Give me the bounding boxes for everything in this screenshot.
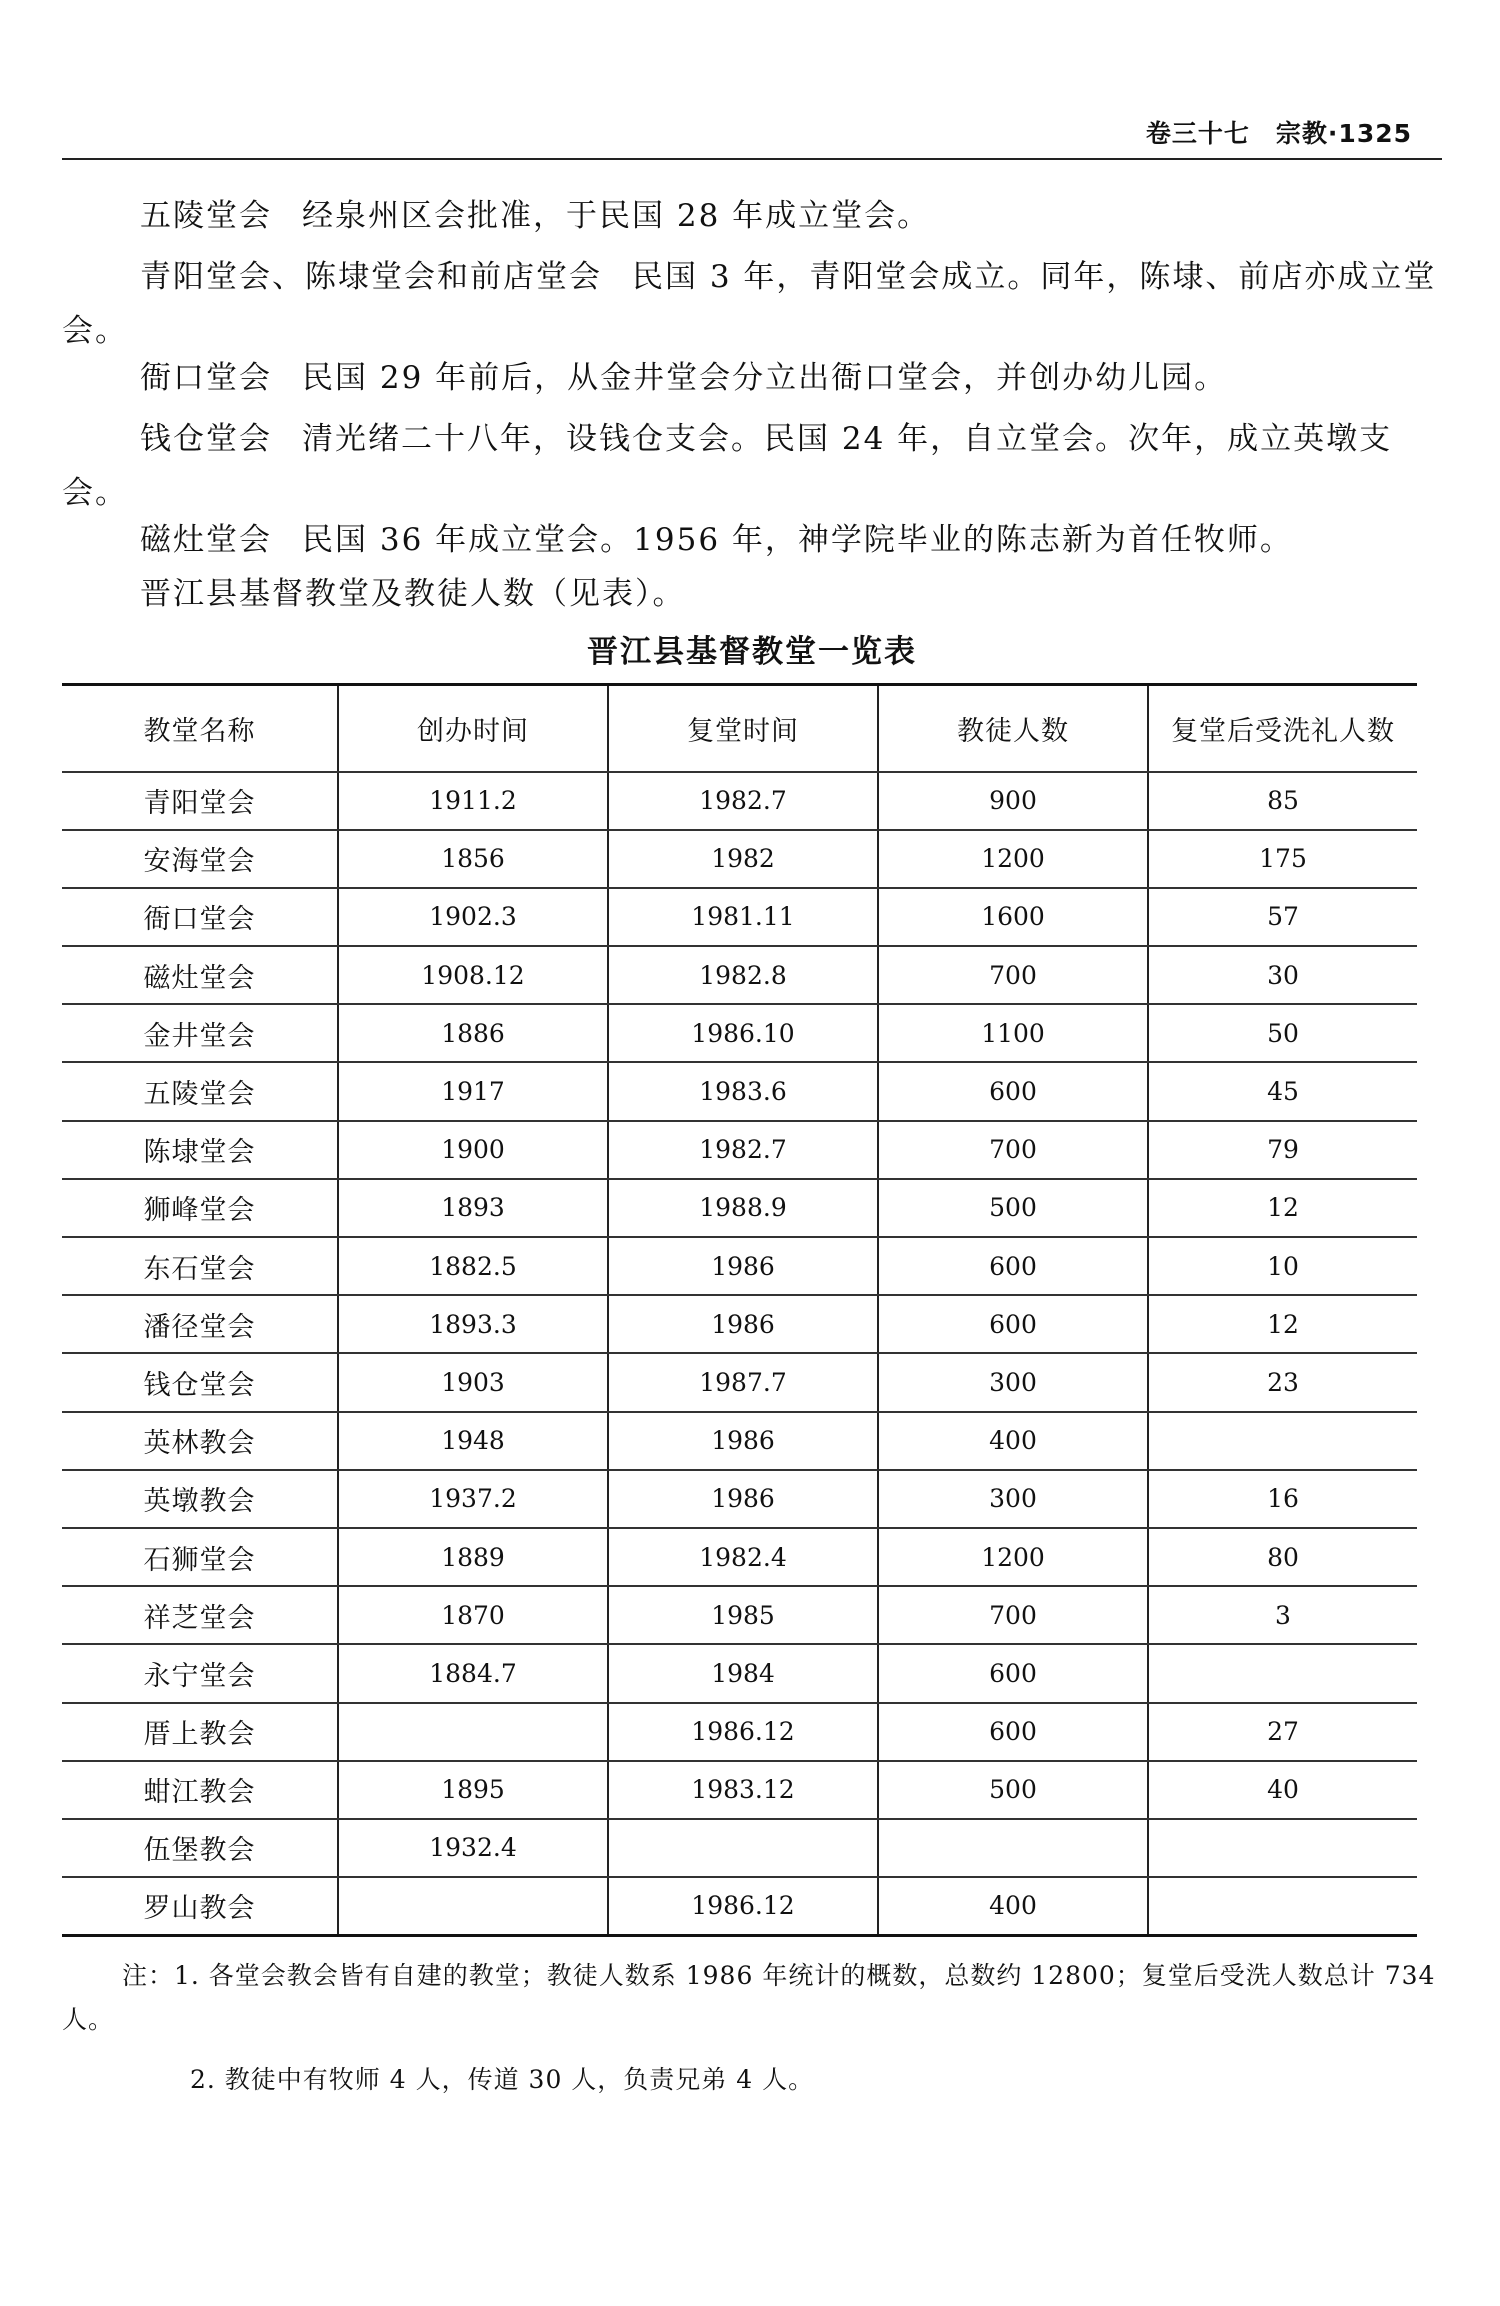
baptized-cell: 30	[1148, 946, 1417, 1004]
paragraph-qiancang	[62, 412, 1442, 520]
church-name-cell: 金井堂会	[62, 1004, 338, 1062]
paragraph-term: 钱仓堂会	[140, 421, 272, 457]
church-name-cell: 青阳堂会	[62, 772, 338, 830]
founded-cell: 1932.4	[338, 1819, 608, 1877]
restored-cell: 1982	[608, 830, 878, 888]
table-row	[62, 1470, 1417, 1528]
members-cell: 400	[878, 1877, 1148, 1935]
founded-cell: 1911.2	[338, 772, 608, 830]
paragraph-text: 民国 36 年成立堂会。1956 年，神学院毕业的陈志新为首任牧师。	[302, 522, 1293, 558]
members-cell: 700	[878, 1121, 1148, 1179]
baptized-cell: 79	[1148, 1121, 1417, 1179]
table-row	[62, 1586, 1417, 1644]
members-cell: 1600	[878, 888, 1148, 946]
restored-cell: 1987.7	[608, 1353, 878, 1411]
church-name-cell: 陈埭堂会	[62, 1121, 338, 1179]
page-header	[62, 108, 1442, 160]
table-header-row	[62, 685, 1417, 772]
paragraph-text: 晋江县基督教堂及教徒人数（见表）。	[140, 576, 686, 612]
church-name-cell: 蚶江教会	[62, 1761, 338, 1819]
table-row	[62, 1761, 1417, 1819]
church-name-cell: 狮峰堂会	[62, 1179, 338, 1237]
members-cell: 600	[878, 1237, 1148, 1295]
table-row	[62, 888, 1417, 946]
paragraph-text: 民国 29 年前后，从金井堂会分立出衙口堂会，并创办幼儿园。	[302, 360, 1228, 396]
paragraph-term: 磁灶堂会	[140, 522, 272, 558]
footnote-1: 注：1. 各堂会教会皆有自建的教堂；教徒人数系 1986 年统计的概数，总数约 12800；复堂后受洗人数总计 734 人。	[62, 1961, 1436, 2034]
baptized-cell: 12	[1148, 1295, 1417, 1353]
founded-cell: 1917	[338, 1062, 608, 1120]
paragraph-term: 青阳堂会、陈埭堂会和前店堂会	[140, 259, 602, 295]
column-header-church-name: 教堂名称	[62, 685, 338, 772]
founded-cell: 1893	[338, 1179, 608, 1237]
baptized-cell: 12	[1148, 1179, 1417, 1237]
restored-cell: 1986.12	[608, 1703, 878, 1761]
baptized-cell	[1148, 1877, 1417, 1935]
restored-cell: 1982.8	[608, 946, 878, 1004]
restored-cell: 1981.11	[608, 888, 878, 946]
founded-cell: 1889	[338, 1528, 608, 1586]
column-header-members: 教徒人数	[878, 685, 1148, 772]
members-cell: 400	[878, 1412, 1148, 1470]
members-cell: 600	[878, 1644, 1148, 1702]
paragraph-cizao	[62, 520, 1442, 560]
baptized-cell: 50	[1148, 1004, 1417, 1062]
members-cell: 500	[878, 1179, 1148, 1237]
column-header-baptized: 复堂后受洗礼人数	[1148, 685, 1417, 772]
restored-cell: 1986.12	[608, 1877, 878, 1935]
members-cell: 300	[878, 1470, 1148, 1528]
church-name-cell: 钱仓堂会	[62, 1353, 338, 1411]
restored-cell: 1982.7	[608, 772, 878, 830]
baptized-cell: 3	[1148, 1586, 1417, 1644]
members-cell: 600	[878, 1703, 1148, 1761]
table-body	[62, 772, 1417, 1936]
church-name-cell: 祥芝堂会	[62, 1586, 338, 1644]
table-row	[62, 772, 1417, 830]
church-name-cell: 伍堡教会	[62, 1819, 338, 1877]
founded-cell	[338, 1703, 608, 1761]
paragraph-yakou	[62, 358, 1442, 398]
baptized-cell: 16	[1148, 1470, 1417, 1528]
members-cell: 300	[878, 1353, 1148, 1411]
members-cell: 700	[878, 946, 1148, 1004]
baptized-cell: 23	[1148, 1353, 1417, 1411]
restored-cell: 1988.9	[608, 1179, 878, 1237]
table-row	[62, 830, 1417, 888]
column-header-restored: 复堂时间	[608, 685, 878, 772]
baptized-cell: 175	[1148, 830, 1417, 888]
baptized-cell	[1148, 1819, 1417, 1877]
restored-cell: 1982.7	[608, 1121, 878, 1179]
table-row	[62, 946, 1417, 1004]
paragraph-term: 衙口堂会	[140, 360, 272, 396]
restored-cell: 1983.6	[608, 1062, 878, 1120]
founded-cell: 1908.12	[338, 946, 608, 1004]
church-name-cell: 潘径堂会	[62, 1295, 338, 1353]
restored-cell: 1984	[608, 1644, 878, 1702]
baptized-cell: 10	[1148, 1237, 1417, 1295]
table-row	[62, 1819, 1417, 1877]
restored-cell: 1986.10	[608, 1004, 878, 1062]
table-row	[62, 1644, 1417, 1702]
table-row	[62, 1121, 1417, 1179]
founded-cell: 1870	[338, 1586, 608, 1644]
table-row	[62, 1004, 1417, 1062]
baptized-cell: 45	[1148, 1062, 1417, 1120]
members-cell: 900	[878, 772, 1148, 830]
baptized-cell: 85	[1148, 772, 1417, 830]
restored-cell: 1986	[608, 1295, 878, 1353]
table-row	[62, 1179, 1417, 1237]
table-row	[62, 1062, 1417, 1120]
table-row	[62, 1353, 1417, 1411]
church-table	[62, 683, 1417, 1937]
baptized-cell: 27	[1148, 1703, 1417, 1761]
founded-cell: 1895	[338, 1761, 608, 1819]
restored-cell: 1983.12	[608, 1761, 878, 1819]
church-name-cell: 罗山教会	[62, 1877, 338, 1935]
founded-cell: 1893.3	[338, 1295, 608, 1353]
restored-cell: 1986	[608, 1237, 878, 1295]
paragraph-text: 民国 3 年，青阳堂会成立。同年，陈埭、前店亦成立堂会。	[62, 259, 1437, 349]
church-name-cell: 东石堂会	[62, 1237, 338, 1295]
paragraph-wuling	[62, 196, 1442, 236]
members-cell: 1200	[878, 830, 1148, 888]
paragraph-term: 五陵堂会	[140, 198, 272, 234]
baptized-cell	[1148, 1412, 1417, 1470]
founded-cell: 1903	[338, 1353, 608, 1411]
founded-cell: 1882.5	[338, 1237, 608, 1295]
restored-cell	[608, 1819, 878, 1877]
church-name-cell: 厝上教会	[62, 1703, 338, 1761]
restored-cell: 1986	[608, 1470, 878, 1528]
founded-cell: 1856	[338, 830, 608, 888]
members-cell: 600	[878, 1295, 1148, 1353]
founded-cell: 1902.3	[338, 888, 608, 946]
table-row	[62, 1237, 1417, 1295]
table-title: 晋江县基督教堂一览表	[587, 634, 917, 670]
founded-cell	[338, 1877, 608, 1935]
baptized-cell	[1148, 1644, 1417, 1702]
restored-cell: 1985	[608, 1586, 878, 1644]
paragraph-text: 经泉州区会批准，于民国 28 年成立堂会。	[302, 198, 931, 234]
founded-cell: 1884.7	[338, 1644, 608, 1702]
church-name-cell: 英墩教会	[62, 1470, 338, 1528]
table-row	[62, 1528, 1417, 1586]
founded-cell: 1948	[338, 1412, 608, 1470]
table-row	[62, 1412, 1417, 1470]
founded-cell: 1886	[338, 1004, 608, 1062]
church-name-cell: 五陵堂会	[62, 1062, 338, 1120]
members-cell	[878, 1819, 1148, 1877]
founded-cell: 1937.2	[338, 1470, 608, 1528]
table-row	[62, 1877, 1417, 1935]
church-name-cell: 石狮堂会	[62, 1528, 338, 1586]
table-row	[62, 1703, 1417, 1761]
members-cell: 500	[878, 1761, 1148, 1819]
founded-cell: 1900	[338, 1121, 608, 1179]
church-name-cell: 英林教会	[62, 1412, 338, 1470]
members-cell: 1200	[878, 1528, 1148, 1586]
column-header-founded: 创办时间	[338, 685, 608, 772]
baptized-cell: 40	[1148, 1761, 1417, 1819]
running-head: 卷三十七 宗教·1325	[1145, 119, 1412, 148]
members-cell: 700	[878, 1586, 1148, 1644]
restored-cell: 1986	[608, 1412, 878, 1470]
footnote-2: 2. 教徒中有牧师 4 人，传道 30 人，负责兄弟 4 人。	[190, 2065, 815, 2094]
baptized-cell: 57	[1148, 888, 1417, 946]
table-row	[62, 1295, 1417, 1353]
restored-cell: 1982.4	[608, 1528, 878, 1586]
church-name-cell: 安海堂会	[62, 830, 338, 888]
church-name-cell: 磁灶堂会	[62, 946, 338, 1004]
paragraph-text: 清光绪二十八年，设钱仓支会。民国 24 年，自立堂会。次年，成立英墩支会。	[62, 421, 1393, 511]
members-cell: 600	[878, 1062, 1148, 1120]
paragraph-table-intro	[62, 574, 1442, 614]
church-name-cell: 衙口堂会	[62, 888, 338, 946]
members-cell: 1100	[878, 1004, 1148, 1062]
paragraph-qingyang	[62, 250, 1442, 358]
church-name-cell: 永宁堂会	[62, 1644, 338, 1702]
baptized-cell: 80	[1148, 1528, 1417, 1586]
